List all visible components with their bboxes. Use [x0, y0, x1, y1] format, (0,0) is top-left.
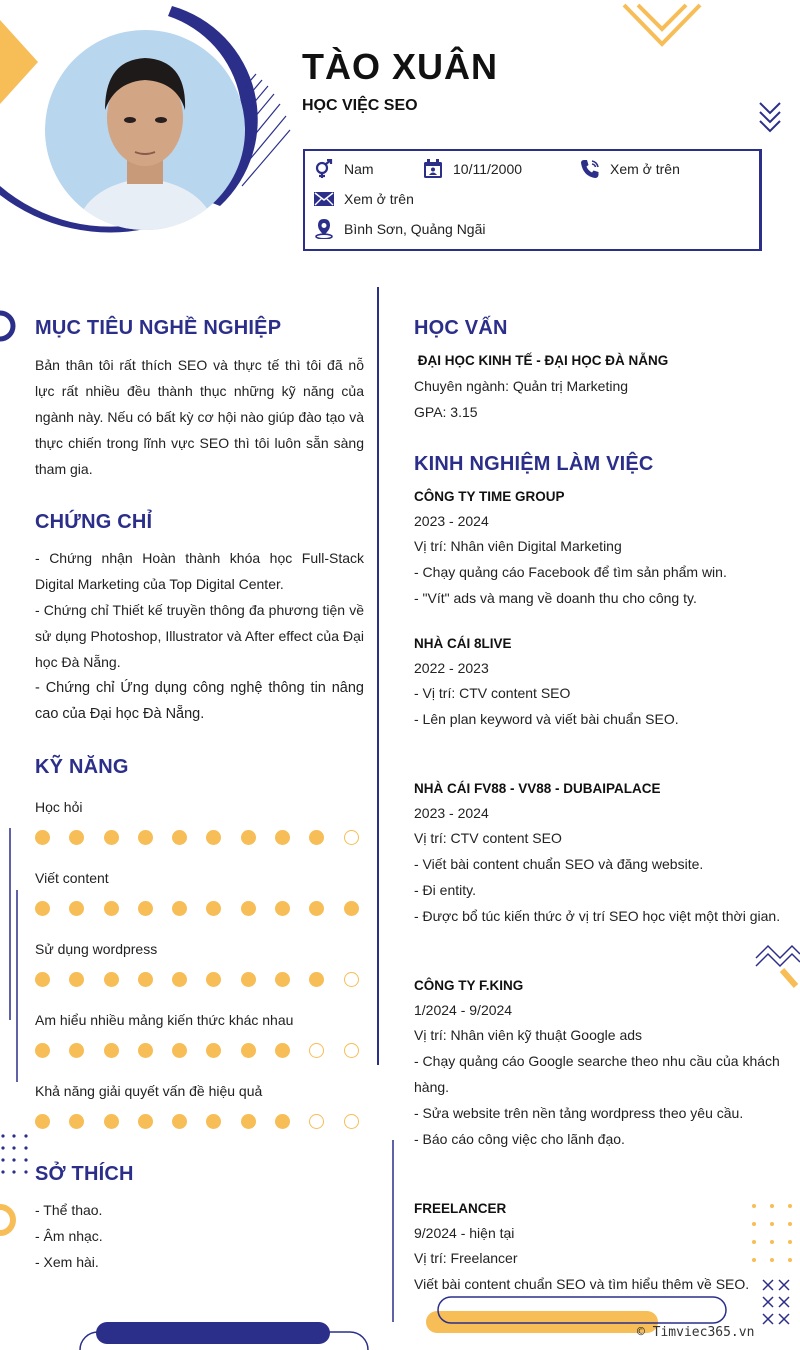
skill-rating — [35, 1114, 378, 1129]
job-line: - Được bổ túc kiến thức ở vị trí SEO học việt một thời gian. — [414, 908, 781, 924]
contact-address — [314, 219, 486, 239]
watermark: © Timviec365.vn — [637, 1325, 755, 1340]
skill-dot-filled — [172, 972, 187, 987]
job-line: - Viết bài content chuẩn SEO và đăng website. — [414, 856, 704, 872]
skill-label: Sử dụng wordpress — [35, 941, 158, 957]
skill-dot-filled — [275, 1114, 290, 1129]
skill-dot-filled — [275, 1043, 290, 1058]
objective-heading: MỤC TIÊU NGHỀ NGHIỆP — [35, 317, 282, 339]
hobbies-heading: SỞ THÍCH — [35, 1163, 134, 1185]
hobby-item: - Thể thao. — [35, 1202, 103, 1218]
skill-dot-filled — [104, 972, 119, 987]
education-gpa: GPA: 3.15 — [414, 404, 478, 420]
skill-dot-filled — [104, 1114, 119, 1129]
skill-dot-filled — [206, 1114, 221, 1129]
job-period: 2023 - 2024 — [414, 513, 489, 529]
hobby-item: - Âm nhạc. — [35, 1228, 103, 1244]
job-line: - Sửa website trên nền tảng wordpress theo yêu cầu. — [414, 1105, 744, 1121]
skill-dot-filled — [172, 1043, 187, 1058]
job-line: - Đi entity. — [414, 882, 476, 898]
skill-dot-filled — [138, 901, 153, 916]
job-line: - Chạy quảng cáo Google searche theo nhu cầu của khách — [414, 1053, 780, 1069]
job-line: - Báo cáo công việc cho lãnh đạo. — [414, 1131, 625, 1147]
skill-rating — [35, 901, 378, 916]
certificates-heading: CHỨNG CHỈ — [35, 511, 153, 533]
skill-label: Học hỏi — [35, 799, 83, 815]
job-line: Vị trí: CTV content SEO — [414, 830, 562, 846]
job-line: Vị trí: Nhân viên Digital Marketing — [414, 538, 622, 554]
job-company: NHÀ CÁI FV88 - VV88 - DUBAIPALACE — [414, 781, 661, 796]
skill-dot-filled — [206, 901, 221, 916]
skill-dot-filled — [275, 972, 290, 987]
certificate-item: - Chứng nhận Hoàn thành khóa học Full-Stack Digital Marketing của Top Digital Center. — [35, 550, 364, 592]
skill-dot-filled — [206, 830, 221, 845]
job-period: 9/2024 - hiện tại — [414, 1225, 515, 1241]
gender-icon — [314, 159, 334, 179]
skill-dot-filled — [241, 972, 256, 987]
skill-dot-filled — [138, 972, 153, 987]
phone-value: Xem ở trên — [610, 161, 680, 177]
skill-dot-filled — [309, 901, 324, 916]
birthday-value: 10/11/2000 — [453, 161, 523, 177]
job-company: FREELANCER — [414, 1201, 507, 1216]
phone-icon — [580, 159, 600, 179]
job-line: - Lên plan keyword và viết bài chuẩn SEO. — [414, 711, 679, 727]
candidate-role: HỌC VIỆC SEO — [302, 97, 418, 114]
job-period: 1/2024 - 9/2024 — [414, 1002, 513, 1018]
skill-dot-empty — [344, 1043, 359, 1058]
skill-label: Khả năng giải quyết vấn đề hiệu quả — [35, 1083, 263, 1099]
skill-dot-filled — [104, 1043, 119, 1058]
job-line: Vị trí: Freelancer — [414, 1250, 518, 1266]
skill-dot-filled — [172, 901, 187, 916]
contact-email — [314, 189, 414, 209]
skill-dot-filled — [35, 972, 50, 987]
skill-dot-filled — [275, 830, 290, 845]
calendar-icon — [423, 159, 443, 179]
skill-dot-filled — [138, 1114, 153, 1129]
skill-dot-filled — [35, 1043, 50, 1058]
skill-dot-filled — [104, 830, 119, 845]
job-company: CÔNG TY F.KING — [414, 978, 524, 993]
job-line: Viết bài content chuẩn SEO và tìm hiểu thêm về SEO. — [414, 1276, 750, 1292]
skill-dot-filled — [206, 1043, 221, 1058]
contact-gender — [314, 159, 374, 179]
skill-dot-filled — [69, 972, 84, 987]
job-period: 2022 - 2023 — [414, 660, 489, 676]
skill-dot-filled — [69, 830, 84, 845]
skill-dot-filled — [309, 830, 324, 845]
job-line: - Chạy quảng cáo Facebook để tìm sản phẩm win. — [414, 564, 727, 580]
experience-heading: KINH NGHIỆM LÀM VIỆC — [414, 453, 654, 475]
job-company: CÔNG TY TIME GROUP — [414, 489, 565, 504]
skill-dot-filled — [69, 1114, 84, 1129]
location-pin-icon — [314, 219, 334, 239]
column-divider — [377, 287, 379, 1065]
skill-rating — [35, 830, 378, 845]
job-line: - "Vít" ads và mang về doanh thu cho công ty. — [414, 590, 697, 606]
skill-dot-filled — [69, 1043, 84, 1058]
skill-rating — [35, 1043, 378, 1058]
skill-dot-filled — [241, 830, 256, 845]
email-icon — [314, 189, 334, 209]
skill-dot-filled — [172, 1114, 187, 1129]
skill-dot-filled — [69, 901, 84, 916]
skill-label: Am hiểu nhiều mảng kiến thức khác nhau — [35, 1012, 294, 1028]
skill-dot-filled — [241, 1043, 256, 1058]
skill-dot-empty — [309, 1114, 324, 1129]
skill-dot-empty — [344, 830, 359, 845]
profile-photo — [45, 30, 245, 230]
skill-dot-filled — [35, 1114, 50, 1129]
job-line: Vị trí: Nhân viên kỹ thuật Google ads — [414, 1027, 643, 1043]
address-value: Bình Sơn, Quảng Ngãi — [344, 221, 486, 237]
skill-label: Viết content — [35, 870, 109, 886]
skill-dot-empty — [309, 1043, 324, 1058]
skill-rating — [35, 972, 378, 987]
education-school: ĐẠI HỌC KINH TẾ - ĐẠI HỌC ĐÀ NẴNG — [414, 353, 669, 368]
skill-dot-empty — [344, 1114, 359, 1129]
skill-dot-filled — [344, 901, 359, 916]
contact-phone — [580, 159, 680, 179]
objective-text: Bản thân tôi rất thích SEO và thực tế thì tôi đã nỗ lực rất nhiều đều thành thục những kỹ năng của ngành này. Nếu có bất kỳ cơ hội nào giúp đào tạo và thực chiến trong lĩnh vực SEO thì tôi luôn sẵn sàng tham gia. — [35, 357, 364, 477]
skill-dot-filled — [241, 1114, 256, 1129]
candidate-name: TÀO XUÂN — [302, 46, 498, 87]
skill-dot-filled — [104, 901, 119, 916]
skill-dot-filled — [206, 972, 221, 987]
email-value: Xem ở trên — [344, 191, 414, 207]
skill-dot-filled — [35, 830, 50, 845]
skill-dot-filled — [138, 830, 153, 845]
skill-dot-filled — [172, 830, 187, 845]
skills-heading: KỸ NĂNG — [35, 756, 129, 778]
skill-dot-filled — [275, 901, 290, 916]
education-major: Chuyên ngành: Quản trị Marketing — [414, 378, 629, 394]
education-heading: HỌC VẤN — [414, 317, 508, 339]
hobby-item: - Xem hài. — [35, 1254, 99, 1270]
certificate-item: - Chứng chỉ Ứng dụng công nghệ thông tin nâng cao của Đại học Đà Nẵng. — [35, 680, 364, 722]
gender-value: Nam — [344, 161, 374, 177]
job-line: - Vị trí: CTV content SEO — [414, 685, 571, 701]
skill-dot-empty — [344, 972, 359, 987]
skill-dot-filled — [138, 1043, 153, 1058]
skill-dot-filled — [241, 901, 256, 916]
skill-dot-filled — [35, 901, 50, 916]
job-company: NHÀ CÁI 8LIVE — [414, 636, 512, 651]
skill-dot-filled — [309, 972, 324, 987]
job-period: 2023 - 2024 — [414, 805, 489, 821]
contact-birthday — [423, 159, 522, 179]
certificate-item: - Chứng chỉ Thiết kế truyền thông đa phương tiện về sử dụng Photoshop, Illustrator và After effect của Đại học Đà Nẵng. — [35, 602, 364, 670]
job-line: hàng. — [414, 1079, 450, 1095]
